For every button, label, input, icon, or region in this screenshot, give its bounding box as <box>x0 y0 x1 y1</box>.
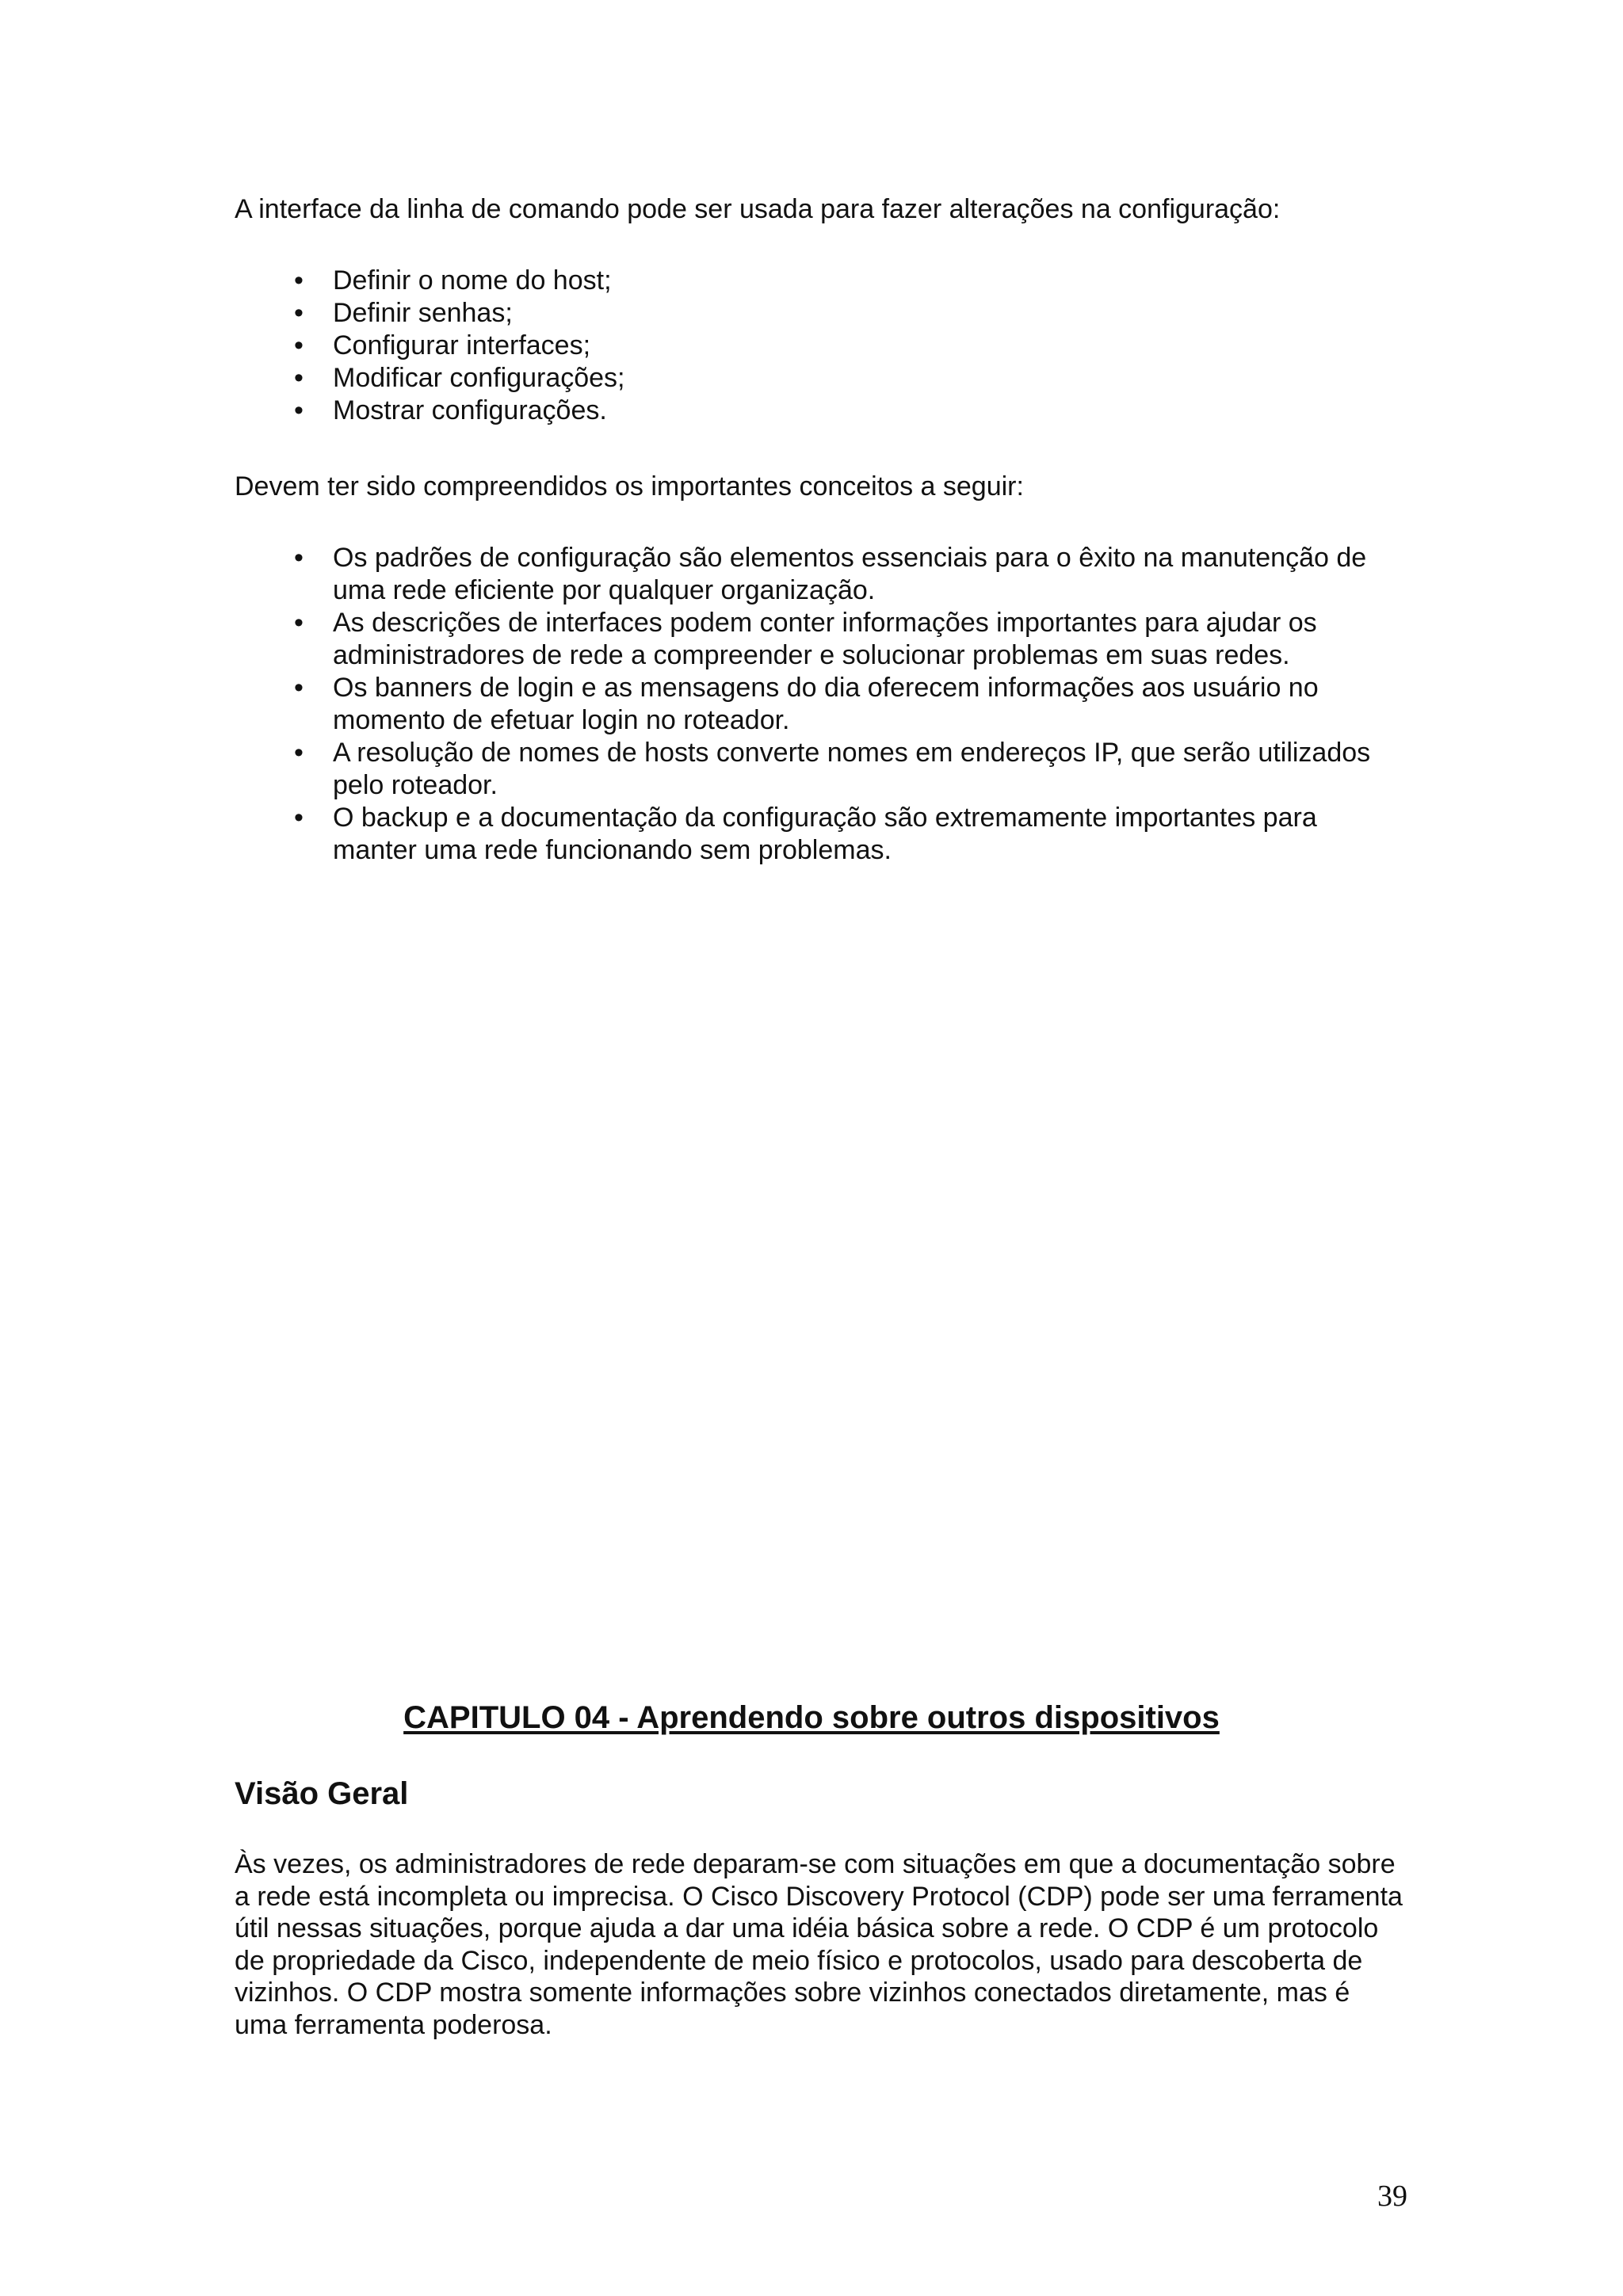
list-item-text: O backup e a documentação da configuração são extremamente importantes para manter uma rede funcionando sem problemas. <box>333 803 1317 865</box>
list-item-text: Modificar configurações; <box>333 363 625 393</box>
list-item <box>235 802 1407 867</box>
intro-paragraph-concepts: Devem ter sido compreendidos os importantes conceitos a seguir: <box>235 471 1024 502</box>
bullet-icon: • <box>294 330 304 360</box>
list-item <box>235 297 1407 330</box>
bullet-icon: • <box>294 298 304 328</box>
list-item <box>235 542 1407 607</box>
concepts-list <box>235 542 1407 867</box>
bullet-icon: • <box>294 738 304 768</box>
list-item <box>235 265 1407 297</box>
bullet-icon: • <box>294 803 304 833</box>
bullet-icon: • <box>294 543 304 573</box>
chapter-title: CAPITULO 04 - Aprendendo sobre outros dispositivos <box>403 1700 1220 1735</box>
overview-paragraph: Às vezes, os administradores de rede deparam-se com situações em que a documentação sobre a rede está incompleta ou imprecisa. O Cisco Discovery Protocol (CDP) pode ser uma ferramenta útil nessas situações, porque ajuda a dar uma idéia básica sobre a rede. O CDP é um protocolo de propriedade da Cisco, independente de meio físico e protocolos, usado para descoberta de vizinhos. O CDP mostra somente informações sobre vizinhos conectados diretamente, mas é uma ferramenta poderosa. <box>235 1849 1403 2040</box>
list-item-text: Configurar interfaces; <box>333 330 591 360</box>
list-item-text: As descrições de interfaces podem conter informações importantes para ajudar os administradores de rede a compreender e solucionar problemas em suas redes. <box>333 608 1317 670</box>
page-number: 39 <box>1377 2180 1407 2213</box>
bullet-icon: • <box>294 608 304 638</box>
list-item-text: Os padrões de configuração são elementos essenciais para o êxito na manutenção de uma rede eficiente por qualquer organização. <box>333 543 1367 605</box>
list-item <box>235 737 1407 802</box>
list-item <box>235 395 1407 427</box>
bullet-icon: • <box>294 395 304 425</box>
list-item-text: Definir o nome do host; <box>333 265 612 296</box>
list-item <box>235 330 1407 362</box>
bullet-icon: • <box>294 363 304 393</box>
list-item-text: Mostrar configurações. <box>333 395 607 425</box>
list-item <box>235 607 1407 672</box>
list-item <box>235 362 1407 395</box>
config-changes-list <box>235 265 1407 427</box>
list-item-text: Os banners de login e as mensagens do dia oferecem informações aos usuário no momento de efetuar login no roteador. <box>333 673 1319 735</box>
section-title: Visão Geral <box>235 1776 409 1811</box>
list-item <box>235 672 1407 737</box>
intro-paragraph-config-changes: A interface da linha de comando pode ser usada para fazer alterações na configuração: <box>235 194 1281 224</box>
bullet-icon: • <box>294 673 304 703</box>
list-item-text: A resolução de nomes de hosts converte nomes em endereços IP, que serão utilizados pelo roteador. <box>333 738 1371 800</box>
bullet-icon: • <box>294 265 304 296</box>
list-item-text: Definir senhas; <box>333 298 513 328</box>
